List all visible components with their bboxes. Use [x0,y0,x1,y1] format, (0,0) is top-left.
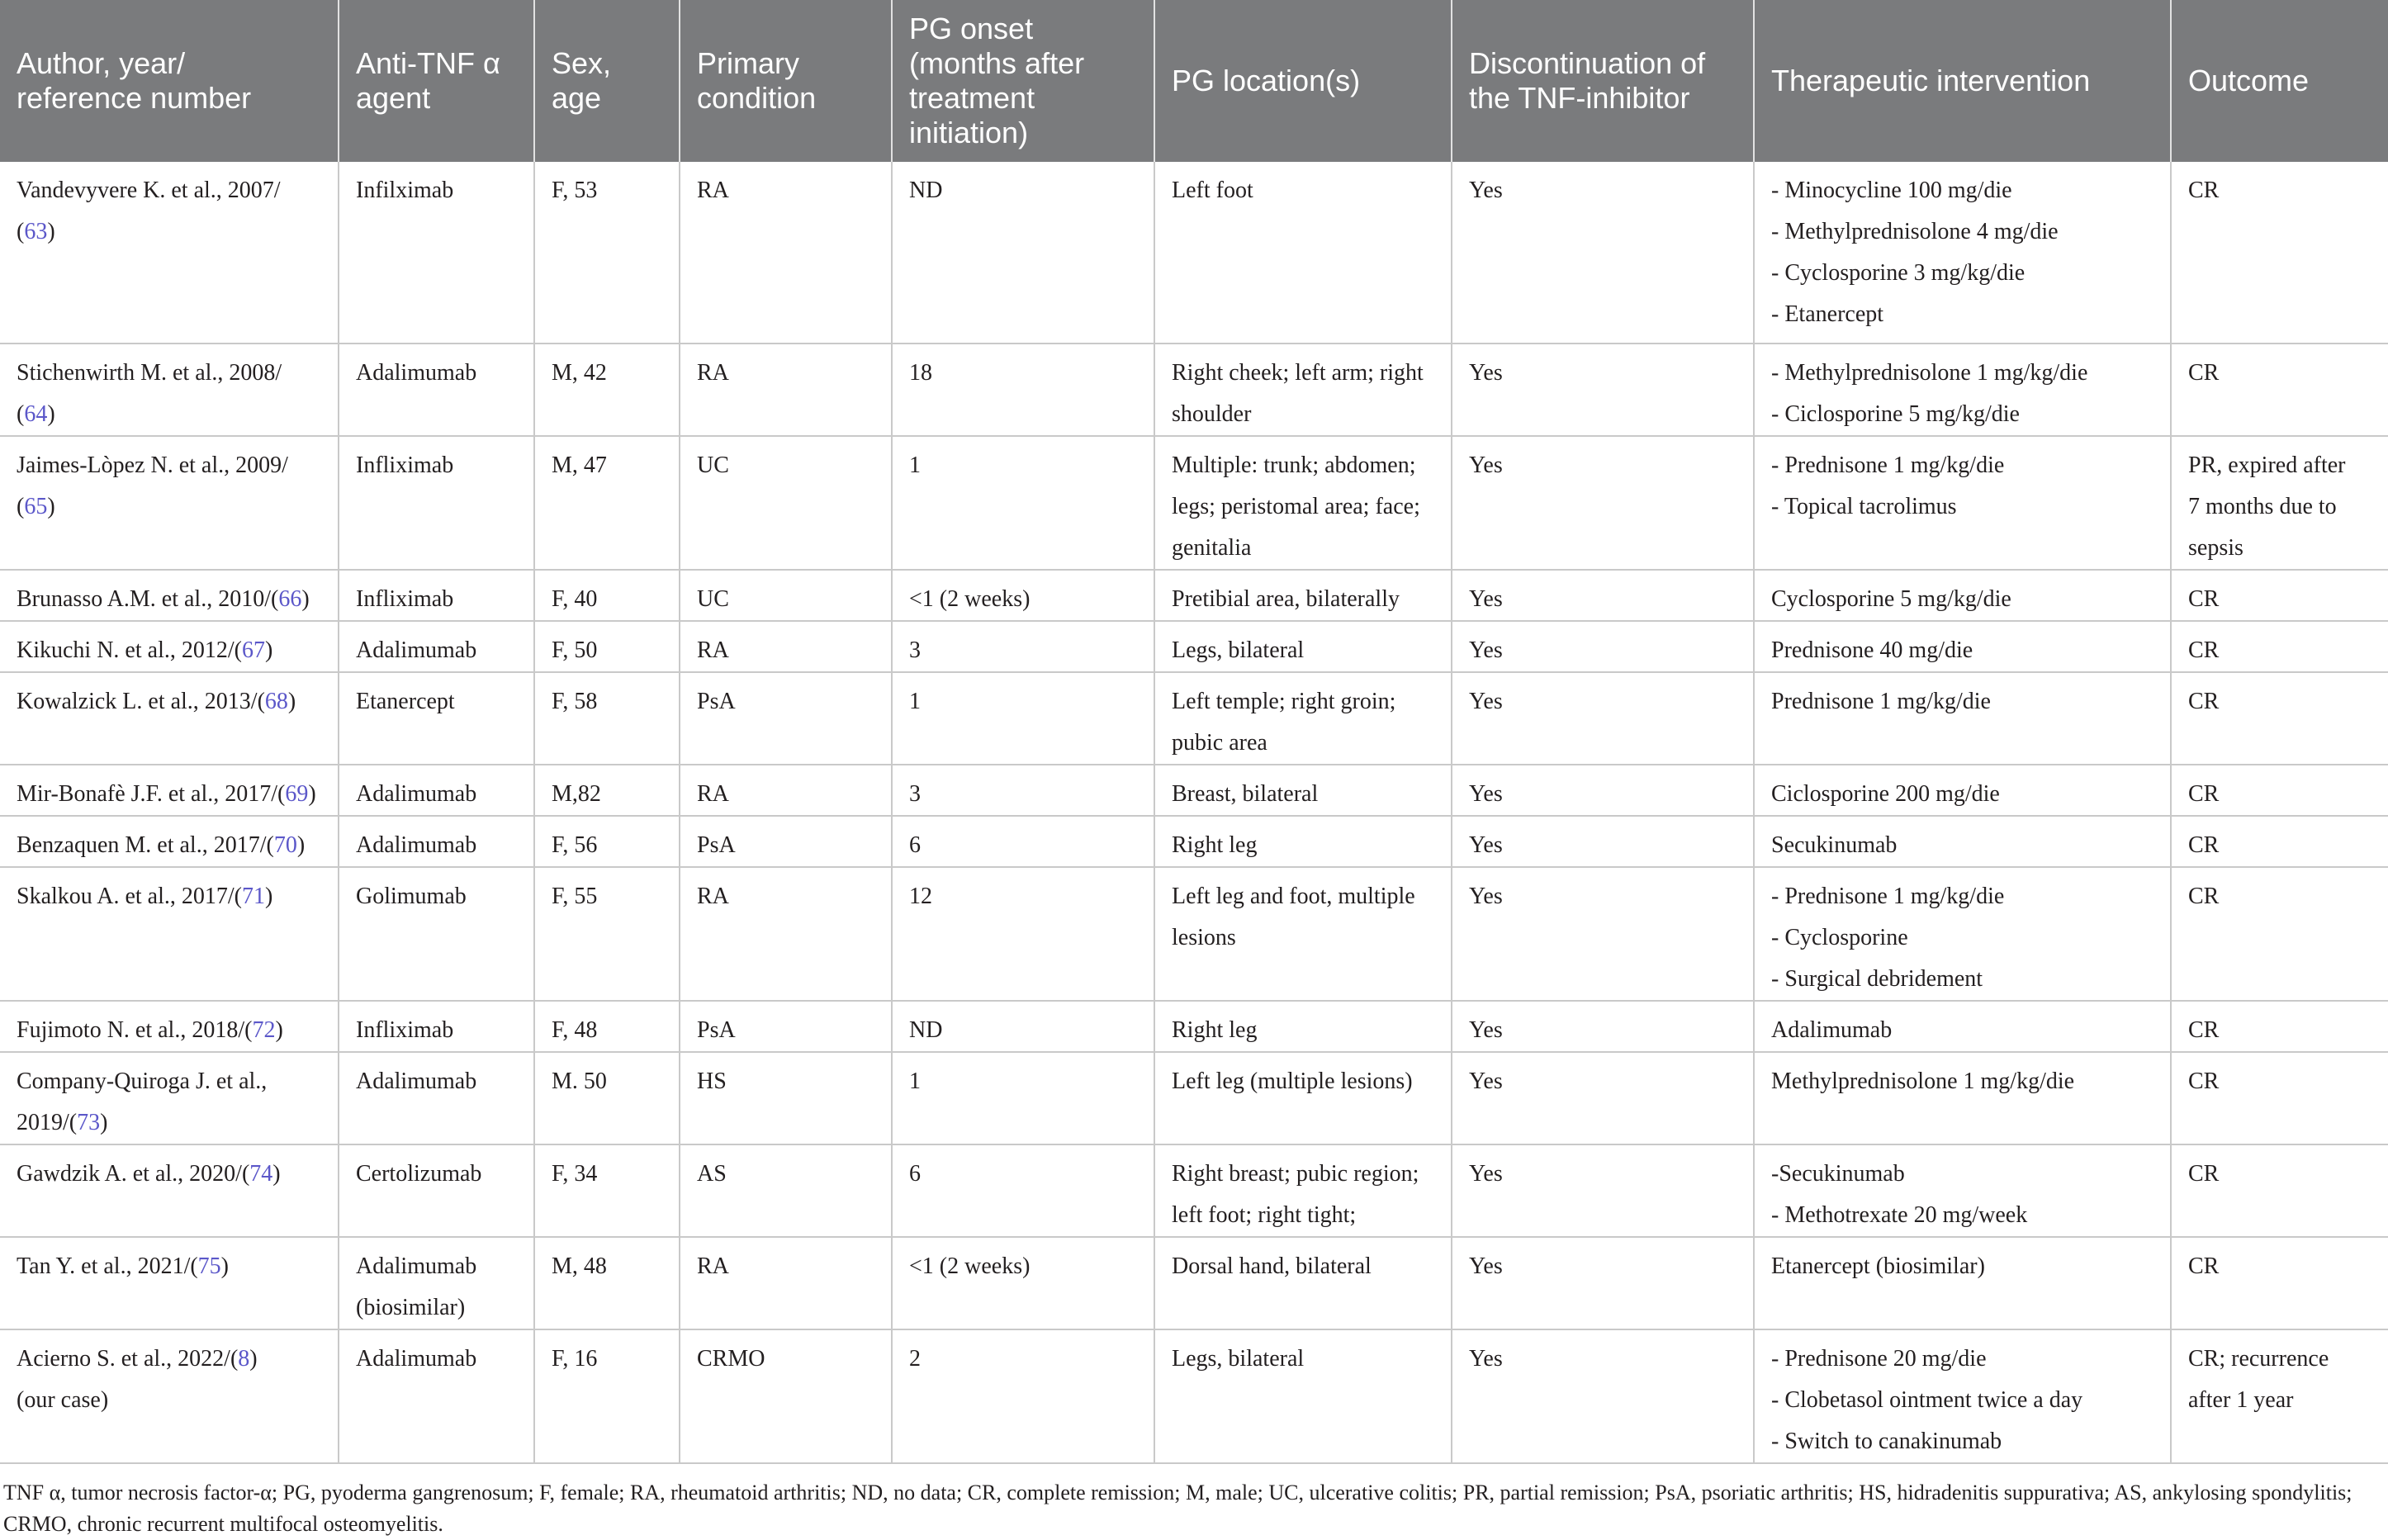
cell-outcome-line: CR [2188,360,2220,386]
author-text: ) [47,401,55,427]
cell-therapy-line: Etanercept (biosimilar) [1771,1253,1985,1279]
author-text: Benzaquen M. et al., 2017/( [17,832,274,858]
cell-therapy [1754,867,2171,1001]
cell-outcome-line: CR [2188,832,2220,858]
reference-link[interactable]: 66 [278,586,302,612]
cell-agent [339,344,534,436]
cell-location-line: Right leg [1172,832,1258,858]
cell-agent [339,816,534,867]
cell-onset: 3 [892,765,1154,816]
cell-therapy-line: - Methylprednisolone 1 mg/kg/die [1771,360,2088,386]
cell-therapy [1754,1329,2171,1463]
cell-outcome [2171,867,2388,1001]
author-text: ( [17,494,25,519]
cell-therapy-line: - Surgical debridement [1771,966,1983,992]
cell-agent [339,1001,534,1052]
cell-therapy-line: - Cyclosporine 3 mg/kg/die [1771,260,2026,286]
table-row [0,867,2388,1001]
cell-sex-age: F, 50 [534,621,680,672]
author-text: Kowalzick L. et al., 2013/( [17,689,265,714]
reference-link[interactable]: 74 [249,1161,273,1187]
author-text: Mir-Bonafè J.F. et al., 2017/( [17,781,286,807]
cell-onset: 3 [892,621,1154,672]
cell-discontinuation: Yes [1452,672,1754,765]
header-line: treatment [909,81,1035,115]
cell-onset: <1 (2 weeks) [892,570,1154,621]
header-condition [680,0,892,162]
reference-link[interactable]: 70 [273,832,297,858]
cell-location [1154,672,1452,765]
cell-outcome-line: CR [2188,781,2220,807]
cell-condition: PsA [680,672,892,765]
cell-location-line: legs; peristomal area; face; [1172,494,1420,519]
cell-discontinuation: Yes [1452,1237,1754,1329]
cell-author [0,1052,339,1144]
cell-therapy-line: - Methylprednisolone 4 mg/die [1771,219,2059,244]
cell-outcome-line: CR [2188,1253,2220,1279]
cell-outcome [2171,672,2388,765]
cell-onset: ND [892,162,1154,344]
cell-therapy-line: - Prednisone 20 mg/die [1771,1346,1987,1372]
cell-onset: 6 [892,816,1154,867]
cell-condition: HS [680,1052,892,1144]
cell-sex-age: F, 40 [534,570,680,621]
cell-therapy [1754,344,2171,436]
cell-outcome-line: 7 months due to [2188,494,2337,519]
cell-condition: UC [680,570,892,621]
cell-agent-line: Infliximab [356,453,454,478]
cell-therapy-line: -Secukinumab [1771,1161,1905,1187]
cell-outcome-line: after 1 year [2188,1387,2294,1413]
cell-therapy-line: - Cyclosporine [1771,925,1908,950]
cell-location [1154,867,1452,1001]
header-line: Author, year/ [17,46,186,80]
cell-location-line: Pretibial area, bilaterally [1172,586,1400,612]
cell-outcome [2171,570,2388,621]
cell-therapy [1754,570,2171,621]
cell-outcome-line: CR [2188,637,2220,663]
cell-outcome [2171,1052,2388,1144]
cell-sex-age: M, 42 [534,344,680,436]
table-row [0,1329,2388,1463]
cell-agent-line: Golimumab [356,884,467,909]
cell-location-line: Right breast; pubic region; [1172,1161,1419,1187]
cell-author [0,162,339,344]
header-discontinuation [1452,0,1754,162]
reference-link[interactable]: 75 [197,1253,221,1279]
cell-discontinuation: Yes [1452,1001,1754,1052]
author-text: Vandevyvere K. et al., 2007/ [17,178,281,203]
cell-therapy-line: - Etanercept [1771,301,1884,327]
cell-location [1154,816,1452,867]
cell-therapy-line: Secukinumab [1771,832,1898,858]
cell-agent [339,765,534,816]
cell-therapy [1754,1052,2171,1144]
cell-sex-age: M, 48 [534,1237,680,1329]
cell-outcome [2171,344,2388,436]
cell-therapy [1754,1144,2171,1237]
cell-author [0,344,339,436]
header-line: Primary [697,46,799,80]
cell-therapy-line: - Prednisone 1 mg/kg/die [1771,453,2005,478]
cell-agent [339,570,534,621]
cell-location [1154,344,1452,436]
cell-agent-line: Infliximab [356,1017,454,1043]
cell-discontinuation: Yes [1452,621,1754,672]
cell-sex-age: F, 58 [534,672,680,765]
cell-therapy [1754,436,2171,570]
cell-location-line: left foot; right tight; [1172,1202,1357,1228]
cell-onset: 6 [892,1144,1154,1237]
table-row [0,621,2388,672]
cell-agent [339,867,534,1001]
cell-location [1154,621,1452,672]
cell-outcome [2171,162,2388,344]
header-line: condition [697,81,817,115]
cell-therapy [1754,162,2171,344]
cell-discontinuation: Yes [1452,1329,1754,1463]
cell-location [1154,765,1452,816]
cell-therapy [1754,621,2171,672]
cell-sex-age: F, 56 [534,816,680,867]
cell-onset: <1 (2 weeks) [892,1237,1154,1329]
cell-location-line: Breast, bilateral [1172,781,1319,807]
reference-link[interactable]: 71 [241,884,265,909]
reference-link[interactable]: 8 [238,1346,250,1372]
cell-author [0,1001,339,1052]
header-line: the TNF-inhibitor [1469,81,1690,115]
cell-location [1154,1001,1452,1052]
cell-discontinuation: Yes [1452,570,1754,621]
cell-location [1154,1052,1452,1144]
cell-outcome [2171,816,2388,867]
reference-link[interactable]: 72 [252,1017,276,1043]
cell-location-line: Legs, bilateral [1172,637,1305,663]
cell-condition: RA [680,867,892,1001]
reference-link[interactable]: 68 [264,689,288,714]
cell-agent [339,1052,534,1144]
author-text: Gawdzik A. et al., 2020/( [17,1161,250,1187]
reference-link[interactable]: 67 [241,637,265,663]
author-text: ) [249,1346,258,1372]
cell-onset: 1 [892,436,1154,570]
author-text: Jaimes-Lòpez N. et al., 2009/ [17,453,288,478]
cell-location-line: Right leg [1172,1017,1258,1043]
cell-author [0,621,339,672]
header-line: (months after [909,46,1085,80]
cell-condition: PsA [680,816,892,867]
cell-author [0,1237,339,1329]
header-line: age [552,81,602,115]
cell-location-line: genitalia [1172,535,1252,561]
header-line: Sex, [552,46,612,80]
header-line: PG onset [909,12,1034,45]
cell-agent [339,1144,534,1237]
header-line: Therapeutic intervention [1771,64,2091,97]
cell-discontinuation: Yes [1452,436,1754,570]
cell-therapy-line: - Prednisone 1 mg/kg/die [1771,884,2005,909]
author-text: ( [17,401,25,427]
cell-location-line: Left leg (multiple lesions) [1172,1069,1413,1094]
reference-link[interactable]: 63 [24,219,48,244]
cell-therapy-line: Prednisone 40 mg/die [1771,637,1973,663]
author-text: ) [308,781,316,807]
table-row [0,570,2388,621]
author-text: Company-Quiroga J. et al., [17,1069,268,1094]
cell-outcome [2171,1237,2388,1329]
cell-onset: 1 [892,672,1154,765]
author-text: ) [287,689,296,714]
cell-outcome [2171,1329,2388,1463]
cell-outcome-line: PR, expired after [2188,453,2346,478]
cell-location-line: Dorsal hand, bilateral [1172,1253,1372,1279]
cell-condition: AS [680,1144,892,1237]
author-text: Brunasso A.M. et al., 2010/( [17,586,279,612]
cell-outcome-line: CR [2188,1069,2220,1094]
cell-condition: RA [680,162,892,344]
cell-sex-age: M,82 [534,765,680,816]
author-text: ) [47,219,55,244]
cell-sex-age: F, 34 [534,1144,680,1237]
cell-therapy-line: - Methotrexate 20 mg/week [1771,1202,2028,1228]
cell-location [1154,1237,1452,1329]
cell-therapy-line: Cyclosporine 5 mg/kg/die [1771,586,2011,612]
cell-author [0,570,339,621]
cell-condition: CRMO [680,1329,892,1463]
cell-agent-line: Adalimumab [356,1069,477,1094]
cell-discontinuation: Yes [1452,867,1754,1001]
author-text: Fujimoto N. et al., 2018/( [17,1017,253,1043]
cell-location [1154,1329,1452,1463]
cell-therapy [1754,1237,2171,1329]
cell-condition: PsA [680,1001,892,1052]
table-header [0,0,2388,162]
table-row [0,1144,2388,1237]
cell-agent-line: Adalimumab [356,1253,477,1279]
header-line: PG location(s) [1172,64,1361,97]
header-sex-age [534,0,680,162]
cell-outcome-line: CR; recurrence [2188,1346,2329,1372]
cell-onset: ND [892,1001,1154,1052]
cell-agent-line: Infliximab [356,586,454,612]
author-text: ) [100,1110,108,1135]
cell-location-line: pubic area [1172,730,1267,756]
cell-therapy-line: Ciclosporine 200 mg/die [1771,781,2000,807]
cell-sex-age: F, 53 [534,162,680,344]
cell-location-line: shoulder [1172,401,1252,427]
cell-sex-age: F, 55 [534,867,680,1001]
cell-author [0,816,339,867]
author-text: Acierno S. et al., 2022/( [17,1346,239,1372]
cell-outcome-line: CR [2188,884,2220,909]
cell-location-line: Legs, bilateral [1172,1346,1305,1372]
cell-therapy-line: - Minocycline 100 mg/die [1771,178,2012,203]
cell-location-line: Left temple; right groin; [1172,689,1396,714]
cell-location [1154,162,1452,344]
cell-location-line: Multiple: trunk; abdomen; [1172,453,1416,478]
author-text: Tan Y. et al., 2021/( [17,1253,198,1279]
cell-onset: 18 [892,344,1154,436]
cell-onset: 12 [892,867,1154,1001]
author-text: ) [264,637,273,663]
cell-outcome-line: CR [2188,586,2220,612]
reference-link[interactable]: 73 [77,1110,101,1135]
cell-agent-line: Adalimumab [356,360,477,386]
reference-link[interactable]: 64 [24,401,48,427]
author-text: ( [17,219,25,244]
cell-author [0,672,339,765]
cell-outcome-line: CR [2188,1017,2220,1043]
cell-therapy-line: - Clobetasol ointment twice a day [1771,1387,2083,1413]
cell-agent-line: Certolizumab [356,1161,482,1187]
header-location [1154,0,1452,162]
cell-sex-age: M, 47 [534,436,680,570]
header-line: Discontinuation of [1469,46,1706,80]
cell-agent [339,672,534,765]
table-row [0,162,2388,344]
cell-agent-line: Adalimumab [356,637,477,663]
header-onset [892,0,1154,162]
cell-sex-age: M. 50 [534,1052,680,1144]
cell-therapy-line: Adalimumab [1771,1017,1893,1043]
cell-therapy-line: Methylprednisolone 1 mg/kg/die [1771,1069,2075,1094]
table-row [0,672,2388,765]
header-line: agent [356,81,431,115]
cell-author [0,765,339,816]
header-row [0,0,2388,162]
cell-location [1154,1144,1452,1237]
cell-therapy-line: - Switch to canakinumab [1771,1429,2002,1454]
cell-agent [339,1329,534,1463]
cell-location [1154,436,1452,570]
cell-discontinuation: Yes [1452,1144,1754,1237]
cell-discontinuation: Yes [1452,765,1754,816]
cell-location-line: lesions [1172,925,1236,950]
cell-agent [339,162,534,344]
cell-location-line: Right cheek; left arm; right [1172,360,1424,386]
author-text: ) [47,494,55,519]
header-outcome [2171,0,2388,162]
header-line: reference number [17,81,252,115]
author-text: ) [264,884,273,909]
header-line: Outcome [2188,64,2310,97]
cell-condition: RA [680,765,892,816]
cell-agent [339,436,534,570]
header-author [0,0,339,162]
author-text: ) [275,1017,283,1043]
cell-outcome [2171,1144,2388,1237]
reference-link[interactable]: 69 [285,781,309,807]
cell-therapy [1754,672,2171,765]
table-row [0,816,2388,867]
cell-outcome-line: CR [2188,689,2220,714]
header-agent [339,0,534,162]
cell-agent-line: Adalimumab [356,832,477,858]
cell-location-line: Left foot [1172,178,1253,203]
cell-author [0,867,339,1001]
header-therapy [1754,0,2171,162]
cell-agent-line: (biosimilar) [356,1295,466,1320]
cell-outcome [2171,1001,2388,1052]
cell-agent-line: Adalimumab [356,1346,477,1372]
cell-agent [339,1237,534,1329]
table-footnote: TNF α, tumor necrosis factor-α; PG, pyoderma gangrenosum; F, female; RA, rheumatoid arthritis; ND, no data; CR, complete remission; M, male; UC, ulcerative colitis; PR, partial remission; PsA, psoriatic arthritis; HS, hidradenitis suppurativa; AS, ankylosing spondylitis; CRMO, chronic recurrent multifocal osteomyelitis. [3,1481,2352,1536]
cell-condition: RA [680,1237,892,1329]
table-row [0,1001,2388,1052]
header-line: initiation) [909,116,1029,149]
cell-outcome [2171,765,2388,816]
cell-agent-line: Adalimumab [356,781,477,807]
author-text: Stichenwirth M. et al., 2008/ [17,360,282,386]
author-text: Skalkou A. et al., 2017/( [17,884,242,909]
table-row [0,344,2388,436]
table-row [0,765,2388,816]
author-text: Kikuchi N. et al., 2012/( [17,637,242,663]
cell-therapy-line: Prednisone 1 mg/kg/die [1771,689,1991,714]
table-row [0,436,2388,570]
cell-location-line: Left leg and foot, multiple [1172,884,1415,909]
cell-condition: RA [680,621,892,672]
author-text: ) [301,586,310,612]
cell-outcome [2171,621,2388,672]
cell-condition: RA [680,344,892,436]
cell-therapy-line: - Topical tacrolimus [1771,494,1957,519]
cell-discontinuation: Yes [1452,162,1754,344]
cell-discontinuation: Yes [1452,344,1754,436]
table-body [0,162,2388,1463]
cell-therapy [1754,1001,2171,1052]
cell-sex-age: F, 48 [534,1001,680,1052]
cell-outcome-line: sepsis [2188,535,2243,561]
author-text: ) [296,832,306,858]
reference-link[interactable]: 65 [24,494,48,519]
cell-discontinuation: Yes [1452,1052,1754,1144]
author-text: ) [220,1253,229,1279]
table-row [0,1052,2388,1144]
cell-agent-line: Infilximab [356,178,454,203]
cell-author [0,1144,339,1237]
cell-outcome-line: CR [2188,1161,2220,1187]
cell-agent-line: Etanercept [356,689,455,714]
cell-onset: 2 [892,1329,1154,1463]
cell-condition: UC [680,436,892,570]
author-text: (our case) [17,1387,109,1413]
cell-therapy [1754,816,2171,867]
cell-therapy [1754,765,2171,816]
cell-sex-age: F, 16 [534,1329,680,1463]
cell-author [0,1329,339,1463]
table-row [0,1237,2388,1329]
cell-onset: 1 [892,1052,1154,1144]
author-text: ) [272,1161,281,1187]
cell-discontinuation: Yes [1452,816,1754,867]
cell-outcome-line: CR [2188,178,2220,203]
header-line: Anti-TNF α [356,46,500,80]
cell-outcome [2171,436,2388,570]
cell-therapy-line: - Ciclosporine 5 mg/kg/die [1771,401,2020,427]
cell-agent [339,621,534,672]
author-text: 2019/( [17,1110,78,1135]
cell-location [1154,570,1452,621]
cell-author [0,436,339,570]
